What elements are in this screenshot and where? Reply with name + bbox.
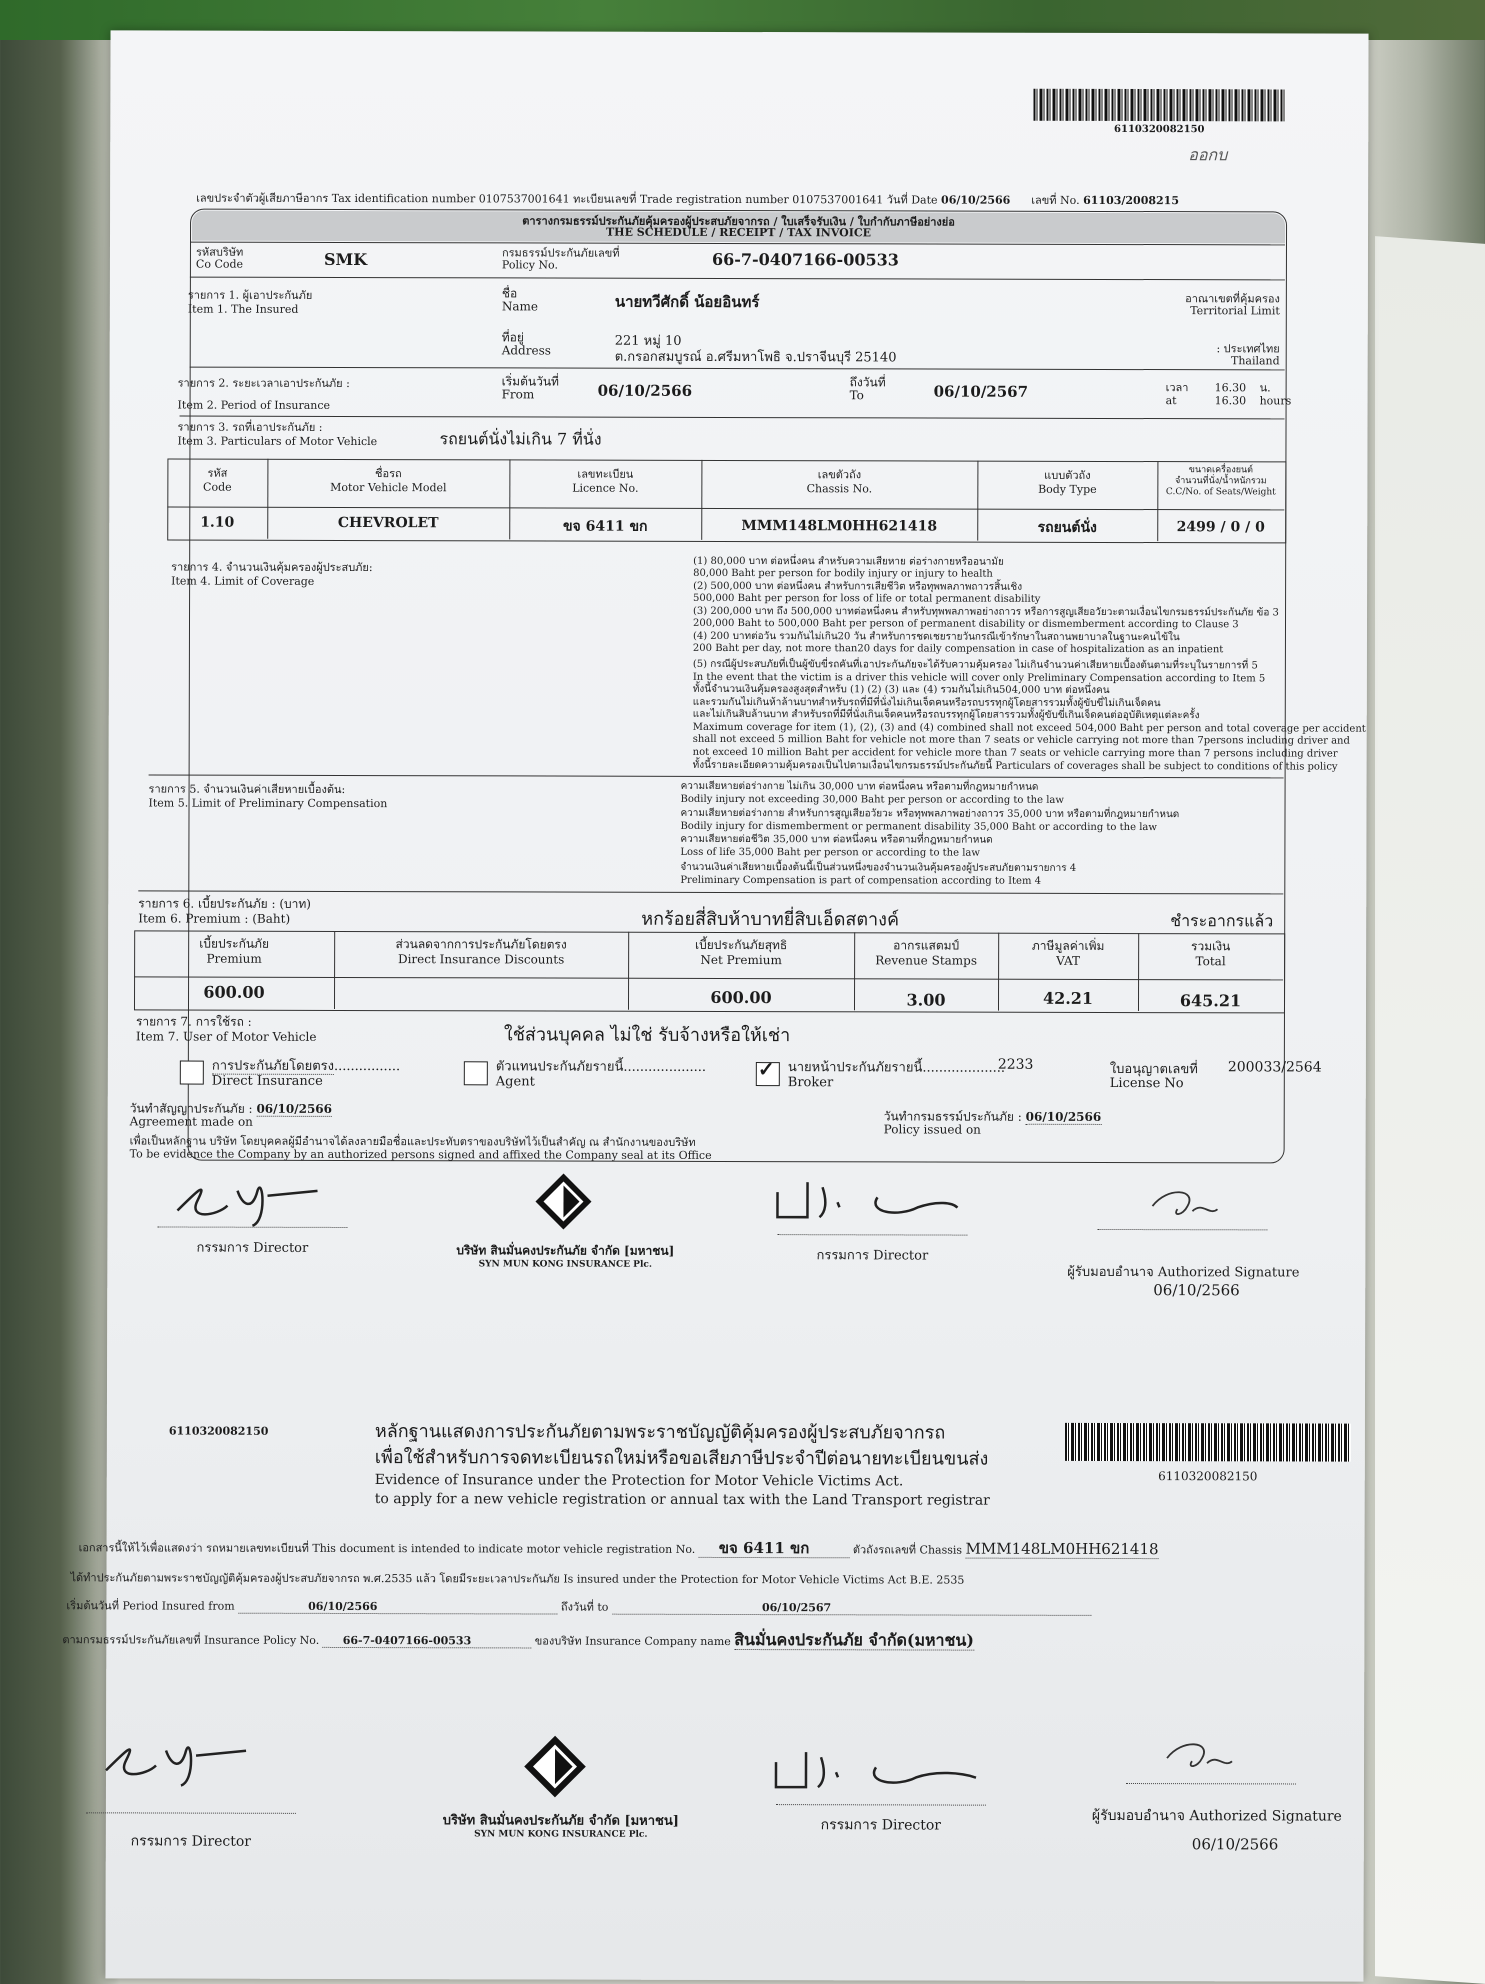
barcode-top-number: 6110320082150 <box>1114 123 1205 136</box>
co-code-label: รหัสบริษัท Co Code <box>195 245 244 271</box>
item4-label: รายการ 4. จำนวนเงินคุ้มครองผู้ประสบภัย: Item 4. Limit of Coverage <box>171 560 373 588</box>
preliminary-lines: ความเสียหายต่อร่างกาย ไม่เกิน 30,000 บาท ต่อหนึ่งคน หรือตามที่กฎหมายกำหนด Bodily injury not exceeding 30,000 Baht per person or according to the law ความเสียหายต่อร่างกาย สำหรับการสูญเสียอวัยวะ หรือทุพพลภาพอย่างถาวร 35,000 บาท หรือตามที่กฎหมายกำหนด Bodily injury for dismemberment or permanent disability 35,000 Baht or according to the law ความเสียหายต่อชีวิต 35,000 บาท ต่อหนึ่งคน หรือตามที่กฎหมายกำหนด Loss of life 35,000 Baht per person or according to the law จำนวนเงินค่าเสียหายเบื้องต้นนี้เป็นส่วนหนึ่งของจำนวนเงินคุ้มครองผู้ประสบภัยตามรายการ 4 Preliminary Compensation is part of compensation according to Item 4 <box>680 780 1180 887</box>
col-vat: ภาษีมูลค่าเพิ่ม VAT <box>1031 938 1105 968</box>
schedule-title-en: THE SCHEDULE / RECEIPT / TAX INVOICE <box>605 225 872 240</box>
stamps-value: 3.00 <box>906 990 946 1010</box>
col-premium: เบี้ยประกันภัย Premium <box>199 936 270 966</box>
authorized-signature-2 <box>1152 1733 1262 1783</box>
item7-label: รายการ 7. การใช้รถ : Item 7. User of Motor Vehicle <box>135 1014 317 1044</box>
item1-label: รายการ 1. ผู้เอาประกันภัย Item 1. The Insured <box>187 288 313 316</box>
no-value: 61103/2008215 <box>1083 193 1180 208</box>
col-engine: ขนาดเครื่องยนต์ จำนวนที่นั่ง/น้ำหนักรวม C.C/No. of Seats/Weight <box>1165 465 1276 498</box>
col-licence: เลขทะเบียน Licence No. <box>572 467 639 495</box>
evidence-title-th: หลักฐานแสดงการประกันภัยตามพระราชบัญญัติคุ้มครองผู้ประสบภัยจากรถ เพื่อใช้สำหรับการจดทะเบียนรถใหม่หรือขอเสียภาษีประจำปีต่อนายทะเบียนขนส่ง <box>374 1421 989 1470</box>
address: 221 หมู่ 10 ต.กรอกสมบูรณ์ อ.ศรีมหาโพธิ จ.ปราจีนบุรี 25140 <box>614 333 897 366</box>
signature-line-5 <box>776 1804 986 1806</box>
evidence-from: 06/10/2566 <box>238 1600 557 1615</box>
trade-reg: 0107537001641 <box>792 193 884 207</box>
period-to: 06/10/2567 <box>933 382 1029 401</box>
company-name-en-1: SYN MUN KONG INSURANCE Plc. <box>478 1259 653 1270</box>
authorized-date-2: 06/10/2566 <box>1191 1835 1279 1854</box>
tax-id: 0107537001641 <box>478 192 570 206</box>
signature-line-4 <box>86 1812 296 1814</box>
net-premium-value: 600.00 <box>710 987 772 1008</box>
evidence-statement: เพื่อเป็นหลักฐาน บริษัท โดยบุคคลผู้มีอำนาจได้ลงลายมือชื่อและประทับตราของบริษัทไว้เป็นสำคัญ ณ สำนักงานของบริษัท To be evidence the Company by an authorized persons signed and affixed the Company seal at its Office <box>129 1134 712 1162</box>
col-chassis: เลขตัวถัง Chassis No. <box>806 468 873 496</box>
evidence-chassis: MMM148LM0HH621418 <box>965 1539 1159 1559</box>
evidence-line-1: เอกสารนี้ให้ไว้เพื่อแสดงว่า รถหมายเลขทะเบียนที่ This document is intended to indicate motor vehicle registration No. ขจ 6411 ขก ตัวถังรถเลขที่ Chassis MMM148LM0HH621418 <box>78 1538 1159 1559</box>
vehicle-use: ใช้ส่วนบุคคล ไม่ใช่ รับจ้างหรือให้เช่า <box>503 1024 791 1047</box>
handwritten-note: ออกบ <box>1188 145 1228 165</box>
schedule-title-th: ตารางกรมธรรม์ประกันภัยคุ้มครองผู้ประสบภัยจากรถ / ใบเสร็จรับเงิน / ใบกำกับภาษีอย่างย่อ <box>522 214 955 229</box>
vehicle-licence: ขจ 6411 ขก <box>562 518 648 535</box>
date-label: วันที่ Date <box>886 193 938 207</box>
director-label-4: กรรมการ Director <box>820 1817 942 1834</box>
to-label: ถึงวันที่ To <box>849 375 886 403</box>
period-from: 06/10/2566 <box>597 381 693 400</box>
policy-label: กรมธรรม์ประกันภัยเลขที่ Policy No. <box>501 246 620 272</box>
signature-line-2 <box>777 1234 967 1235</box>
authorized-label-1: ผู้รับมอบอำนาจ Authorized Signature <box>1067 1264 1300 1281</box>
broker-label: นายหน้าประกันภัยรายนี้.................... Broker <box>787 1060 1006 1091</box>
col-stamps: อากรแสตมป์ Revenue Stamps <box>875 938 978 968</box>
agent-label: ตัวแทนประกันภัยรายนี้.................... Agent <box>495 1059 707 1090</box>
insured-name: นายทวีศักดิ์ น้อยอินทร์ <box>614 292 760 312</box>
header-line <box>196 189 1179 210</box>
company-logo-2 <box>522 1733 588 1799</box>
company-name-th-1: บริษัท สินมั่นคงประกันภัย จำกัด [มหาชน] <box>456 1243 675 1258</box>
evidence-policy: 66-7-0407166-00533 <box>323 1634 532 1649</box>
no-label: เลขที่ No. <box>1031 193 1080 207</box>
company-name-th-2: บริษัท สินมั่นคงประกันภัย จำกัด [มหาชน] <box>442 1813 679 1829</box>
item3-label: รายการ 3. รถที่เอาประกันภัย : Item 3. Particulars of Motor Vehicle <box>177 420 378 449</box>
barcode-top <box>1033 89 1285 122</box>
co-code: SMK <box>323 249 368 270</box>
total-value: 645.21 <box>1179 991 1242 1011</box>
insurance-document <box>62 30 1368 1981</box>
company-logo-1 <box>533 1171 593 1231</box>
director-signature-1 <box>157 1160 337 1230</box>
agreement-made: วันทำสัญญาประกันภัย : 06/10/2566 Agreement made on <box>129 1101 333 1129</box>
license-no: 200033/2564 <box>1227 1059 1322 1076</box>
background-paper-right <box>1375 236 1485 1984</box>
company-name-en-2: SYN MUN KONG INSURANCE Plc. <box>474 1829 648 1840</box>
authorized-label-2: ผู้รับมอบอำนาจ Authorized Signature <box>1091 1807 1342 1825</box>
evidence-reg-no: ขจ 6411 ขก <box>699 1539 850 1558</box>
vehicle-desc: รถยนต์นั่งไม่เกิน 7 ที่นั่ง <box>439 429 602 449</box>
col-net-premium: เบี้ยประกันภัยสุทธิ Net Premium <box>695 937 788 968</box>
signature-line-6 <box>1126 1783 1296 1784</box>
authorized-signature-1 <box>1137 1181 1237 1231</box>
barcode-bottom <box>1065 1423 1351 1462</box>
agent-checkbox[interactable] <box>464 1061 488 1085</box>
direct-insurance-checkbox[interactable] <box>180 1061 204 1085</box>
vat-value: 42.21 <box>1042 988 1094 1008</box>
evidence-line-4: ตามกรมธรรม์ประกันภัยเลขที่ Insurance Policy No. 66-7-0407166-00533 ของบริษัท Insurance Company name สินมั่นคงประกันภัย จำกัด(มหาชน) <box>62 1629 974 1650</box>
col-discount: ส่วนลดจากการประกันภัยโดยตรง Direct Insurance Discounts <box>395 937 567 967</box>
time-label: เวลา at <box>1165 381 1189 408</box>
evidence-number-left: 6110320082150 <box>168 1424 269 1438</box>
vehicle-code: 1.10 <box>200 514 235 531</box>
broker-checkbox[interactable] <box>756 1057 780 1086</box>
director-signature-4 <box>766 1732 986 1803</box>
director-label-1: กรรมการ Director <box>196 1240 309 1256</box>
policy-no: 66-7-0407166-00533 <box>711 249 899 270</box>
evidence-title-en: Evidence of Insurance under the Protection for Motor Vehicle Victims Act. to apply for a new vehicle registration or annual tax with the Land Transport registrar <box>374 1472 990 1509</box>
tax-id-label: เลขประจำตัวผู้เสียภาษีอากร Tax identification number <box>196 191 476 206</box>
vehicle-model: CHEVROLET <box>337 514 439 532</box>
trade-reg-label: ทะเบียนเลขที่ Trade registration number <box>573 192 789 207</box>
item5-label: รายการ 5. จำนวนเงินค่าเสียหายเบื้องต้น: Item 5. Limit of Preliminary Compensation <box>148 782 388 811</box>
time-unit: น. hours <box>1259 381 1292 408</box>
item2-label: รายการ 2. ระยะเวลาเอาประกันภัย : Item 2. Period of Insurance <box>177 376 350 412</box>
item6-label: รายการ 6. เบี้ยประกันภัย : (บาท) Item 6. Premium : (Baht) <box>138 896 312 926</box>
authorized-date-1: 06/10/2566 <box>1153 1281 1240 1300</box>
premium-value: 600.00 <box>203 982 265 1002</box>
broker-code: 2233 <box>997 1056 1034 1073</box>
amount-words: หกร้อยสี่สิบห้าบาทยี่สิบเอ็ดสตางค์ <box>641 908 900 931</box>
evidence-line-2: ได้ทำประกันภัยตามพระราชบัญญัติคุ้มครองผู้ประสบภัยจากรถ พ.ศ.2535 แล้ว โดยมีระยะเวลาประกันภัย Is insured under the Protection for Motor Vehicle Victims Act B.E. 2535 <box>70 1571 965 1587</box>
evidence-company: สินมั่นคงประกันภัย จำกัด(มหาชน) <box>734 1629 974 1650</box>
col-code: รหัส Code <box>203 466 232 494</box>
director-label-3: กรรมการ Director <box>130 1833 251 1850</box>
name-label: ชื่อ Name <box>501 286 538 314</box>
col-model: ชื่อรถ Motor Vehicle Model <box>330 467 447 495</box>
date-value: 06/10/2566 <box>941 193 1011 207</box>
barcode-bottom-number: 6110320082150 <box>1158 1469 1258 1484</box>
time-values: 16.30 16.30 <box>1214 381 1247 408</box>
evidence-line-3: เริ่มต้นวันที่ Period Insured from 06/10/2566 ถึงวันที่ to 06/10/2567 <box>66 1596 1091 1617</box>
checkmark-icon: ✓ <box>757 1057 775 1082</box>
address-label: ที่อยู่ Address <box>501 330 551 358</box>
license-label: ใบอนุญาตเลขที่ License No <box>1109 1061 1198 1092</box>
evidence-to: 06/10/2567 <box>612 1601 1091 1616</box>
director-label-2: กรรมการ Director <box>816 1248 929 1264</box>
vehicle-engine: 2499 / 0 / 0 <box>1176 519 1265 536</box>
vehicle-chassis: MMM148LM0HH621418 <box>741 518 938 535</box>
policy-issued: วันทำกรมธรรม์ประกันภัย : 06/10/2566 Policy issued on <box>883 1109 1102 1137</box>
coverage-lines: (1) 80,000 บาท ต่อหนึ่งคน สำหรับความเสียหาย ต่อร่างกายหรืออนามัย 80,000 Baht per person for bodily injury or injury to health (2) 500,000 บาท ต่อหนึ่งคน สำหรับการเสียชีวิต หรือทุพพลภาพถาวรสิ้นเชิง 500,000 Baht per person for loss of life or total permanent disability (3) 200,000 บาท ถึง 500,000 บาทต่อหนึ่งคน สำหรับทุพพลภาพอย่างถาวร หรือการสูญเสียอวัยวะตามเงื่อนไขกรมธรรม์ประกันภัย ข้อ 3 200,000 Baht to 500,000 Baht per person of permanent disability or dismemberment according to Clause 3 (4) 200 บาทต่อวัน รวมกันไม่เกิน20 วัน สำหรับการชดเชยรายวันกรณีเข้ารักษาในสถานพยาบาลในฐานะคนไข้ใน 200 Baht per day, not more than20 days for daily compensation in case of hospitalization as an inpatient (5) กรณีผู้ประสบภัยที่เป็นผู้ขับขี่รถคันที่เอาประกันภัยจะได้รับความคุ้มครอง ไม่เกินจำนวนค่าเสียหายเบื้องต้นตามที่ระบุในรายการที่ 5 In the event that the victim is a driver this vehicle will cover only Preliminary Compensation according to Item 5 ทั้งนี้จำนวนเงินคุ้มครองสูงสุดสำหรับ (1) (2) (3) และ (4) รวมกันไม่เกิน504,000 บาท ต่อหนึ่งคน และรวมกันไม่เกินห้าล้านบาทสำหรับรถที่มีที่นั่งไม่เกินเจ็ดคนหรือรถบรรทุกผู้โดยสารรวมทั้งผู้ขับขี่ไม่เกินเจ็ดคน และไม่เกินสิบล้านบาท สำหรับรถที่มีที่นั่งเกินเจ็ดคนหรือรถบรรทุกผู้โดยสารรวมทั้งผู้ขับขี่เกินเจ็ดคนต่ออุบัติเหตุแต่ละครั้ง Maximum coverage for item (1), (2), (3) and (4) combined shall not exceed 504,000 Baht per person and total coverage per accident shall not exceed 5 million Baht for vehicle not more than 7 seats or vehicle carrying not more than 7persons including driver and not exceed 10 million Baht per accident for vehicle more than 7 seats or vehicle carrying more than 7 persons including driver ทั้งนี้รายละเอียดความคุ้มครองเป็นไปตามเงื่อนไขกรมธรรม์ประกันภัยนี้ Particulars of coverages shall be subject to conditions of this policy <box>692 555 1366 773</box>
director-signature-3 <box>86 1720 266 1790</box>
country: : ประเทศไทย Thailand <box>1216 342 1280 368</box>
vehicle-body: รถยนต์นั่ง <box>1037 519 1097 536</box>
territory: อาณาเขตที่คุ้มครอง Territorial Limit <box>1185 292 1280 318</box>
director-signature-2 <box>767 1162 967 1233</box>
from-label: เริ่มต้นวันที่ From <box>501 374 559 402</box>
col-body: แบบตัวถัง Body Type <box>1038 468 1097 496</box>
col-total: รวมเงิน Total <box>1190 939 1231 969</box>
direct-insurance-label: การประกันภัยโดยตรง................ Direct Insurance <box>211 1058 401 1089</box>
stamp-paid-note: ชำระอากรแล้ว <box>1170 911 1274 931</box>
